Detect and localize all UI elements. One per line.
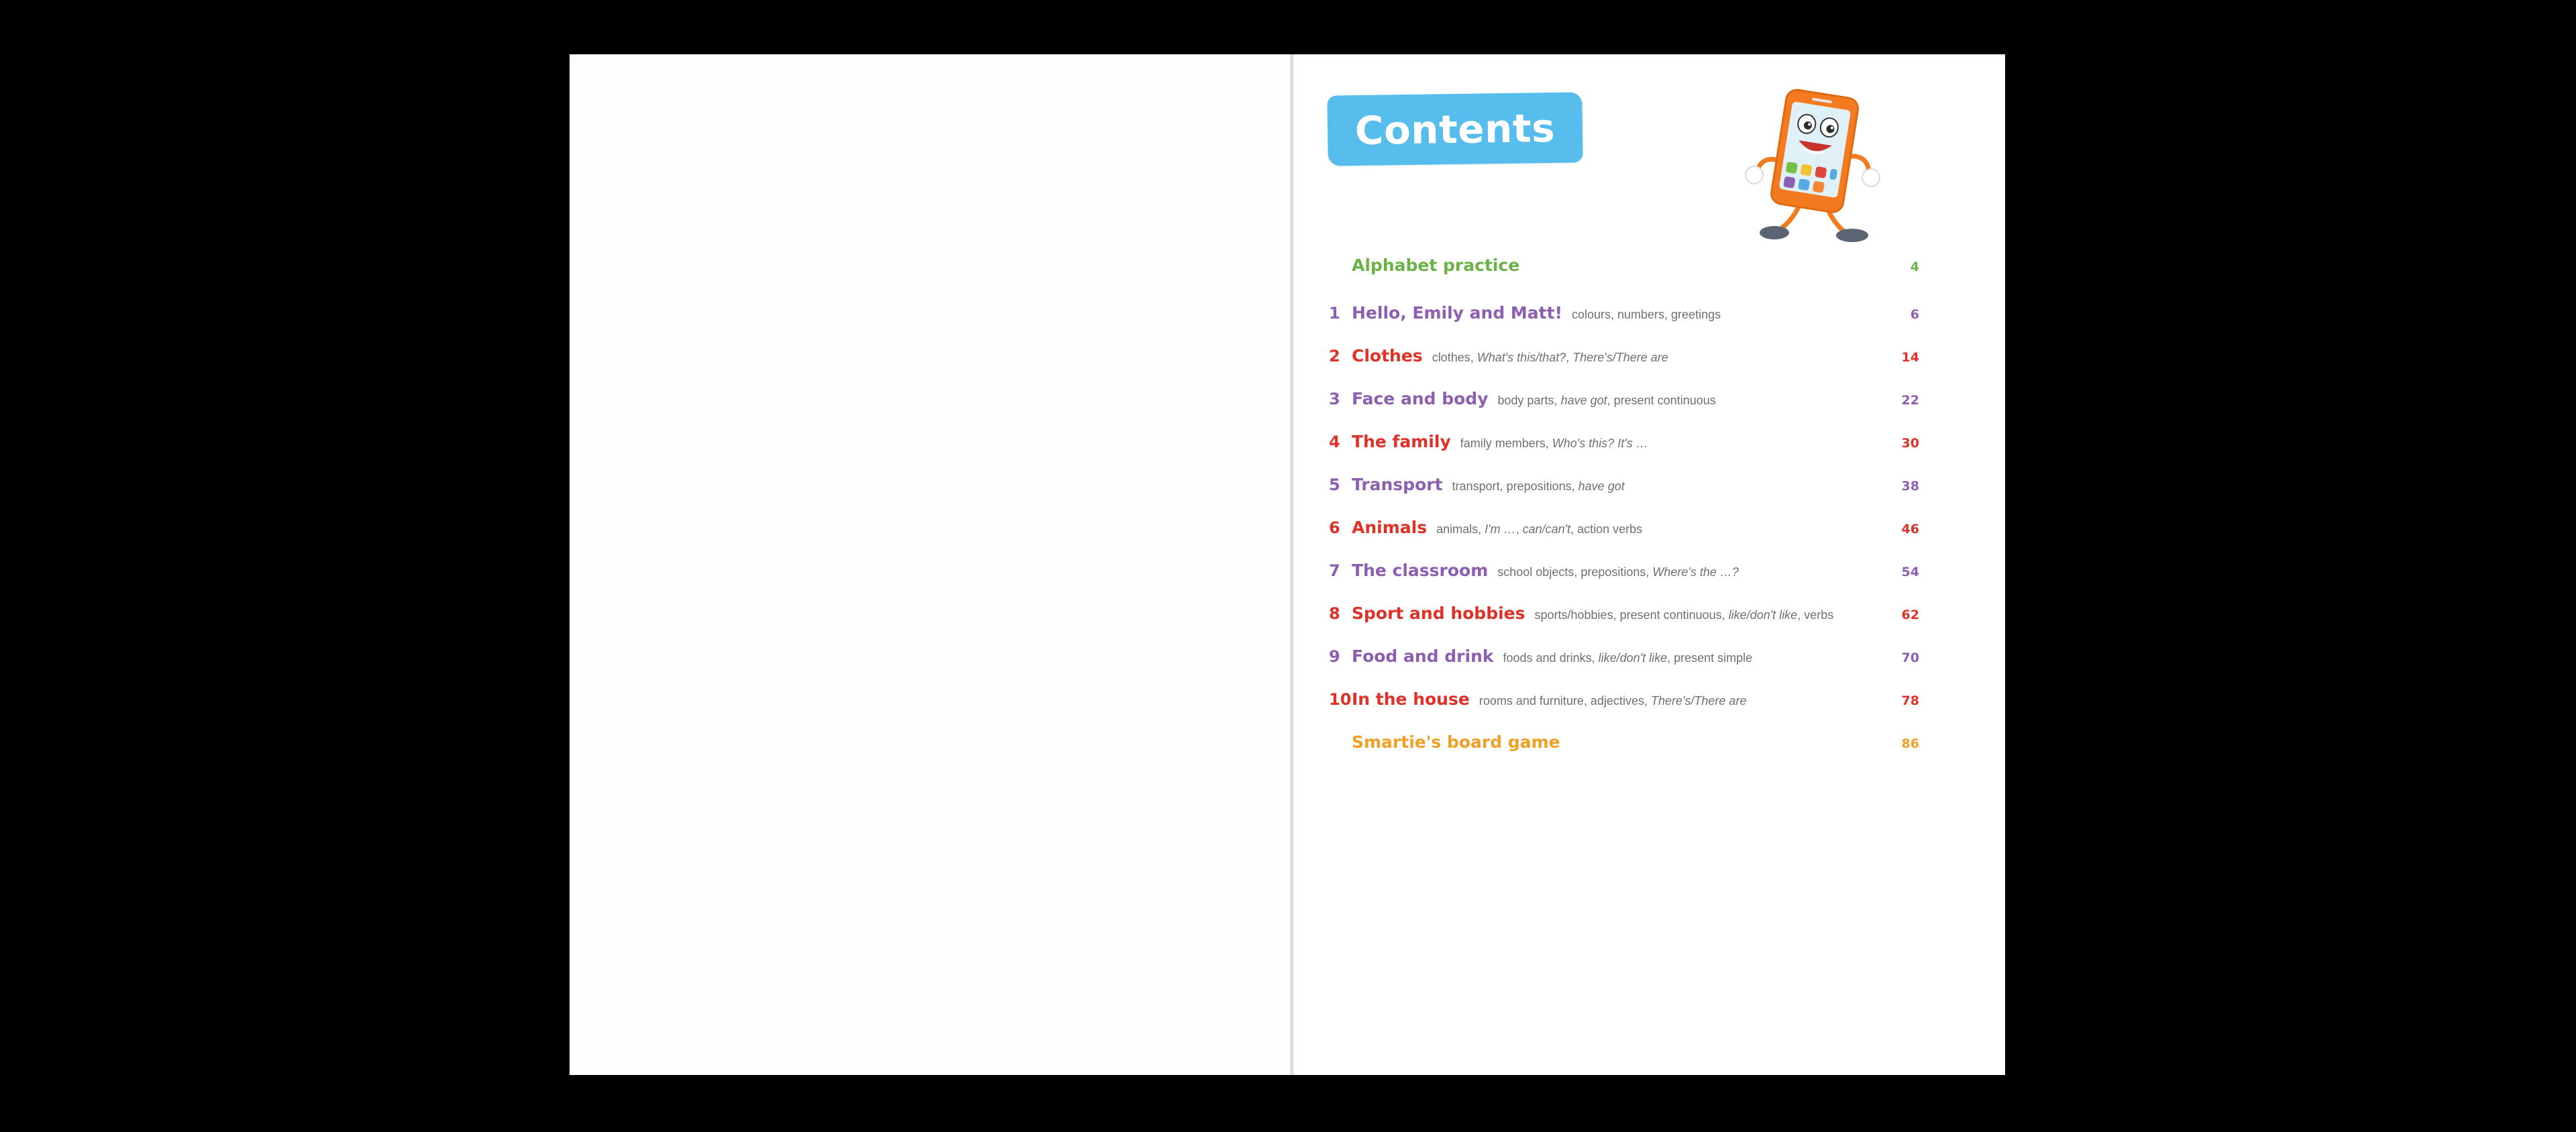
- toc-title: Clothes: [1352, 346, 1423, 365]
- toc-page-number: 14: [1901, 350, 1919, 365]
- toc-row[interactable]: [1329, 475, 1919, 494]
- toc-number: 8: [1329, 604, 1340, 623]
- toc-row[interactable]: [1329, 561, 1919, 580]
- smartphone-mascot-icon: [1737, 81, 1891, 256]
- toc-row[interactable]: [1329, 256, 1919, 275]
- toc-number: 3: [1329, 390, 1340, 408]
- toc-number: 1: [1329, 304, 1340, 323]
- toc-title: Transport: [1352, 475, 1443, 494]
- toc-description: rooms and furniture, adjectives, There's/There are: [1479, 694, 1747, 708]
- toc-page-number: 6: [1910, 307, 1919, 322]
- toc-description: body parts, have got, present continuous: [1497, 394, 1716, 407]
- toc-description: colours, numbers, greetings: [1571, 308, 1721, 321]
- contents-heading: Contents: [1354, 105, 1556, 154]
- toc-number: 4: [1329, 433, 1340, 451]
- toc-description: family members, Who's this? It's …: [1460, 437, 1648, 450]
- book-page-left: [570, 54, 1290, 1075]
- toc-row[interactable]: [1329, 732, 1919, 752]
- toc-row[interactable]: [1329, 689, 1919, 709]
- toc-page-number: 38: [1901, 479, 1919, 494]
- toc-number: 2: [1329, 347, 1340, 365]
- toc-description: clothes, What's this/that?, There's/There are: [1432, 351, 1668, 364]
- toc-title: Animals: [1352, 518, 1428, 537]
- toc-page-number: 22: [1901, 393, 1919, 408]
- toc-page-number: 86: [1901, 736, 1919, 751]
- table-of-contents: [1329, 256, 1919, 780]
- toc-number: 7: [1329, 561, 1340, 580]
- toc-title: Alphabet practice: [1352, 256, 1520, 275]
- toc-number: 10: [1329, 690, 1352, 709]
- toc-description: foods and drinks, like/don't like, present simple: [1503, 651, 1753, 665]
- toc-page-number: 4: [1910, 260, 1919, 274]
- book-spread: [570, 54, 2005, 1075]
- toc-row[interactable]: [1329, 389, 1919, 408]
- toc-title: Sport and hobbies: [1352, 604, 1525, 623]
- toc-title: Face and body: [1352, 389, 1489, 408]
- toc-title: Food and drink: [1352, 646, 1494, 666]
- toc-title: The family: [1352, 432, 1451, 451]
- toc-number: 6: [1329, 518, 1340, 537]
- toc-row[interactable]: [1329, 432, 1919, 451]
- toc-row[interactable]: [1329, 646, 1919, 666]
- toc-page-number: 78: [1901, 693, 1919, 708]
- toc-row[interactable]: [1329, 604, 1919, 623]
- toc-description: school objects, prepositions, Where's the …?: [1497, 565, 1739, 579]
- toc-page-number: 70: [1901, 650, 1919, 665]
- toc-description: animals, I'm …, can/can't, action verbs: [1436, 522, 1643, 536]
- toc-title: Hello, Emily and Matt!: [1352, 303, 1562, 323]
- toc-description: transport, prepositions, have got: [1452, 479, 1625, 493]
- toc-row[interactable]: [1329, 518, 1919, 537]
- contents-banner: [1327, 92, 1582, 166]
- toc-number: 5: [1329, 475, 1340, 494]
- toc-description: sports/hobbies, present continuous, like/don't like, verbs: [1534, 608, 1834, 622]
- toc-title: Smartie's board game: [1352, 732, 1560, 752]
- toc-page-number: 62: [1901, 608, 1919, 622]
- book-page-right: [1294, 54, 2005, 1075]
- toc-row[interactable]: [1329, 303, 1919, 323]
- toc-title: In the house: [1352, 689, 1470, 709]
- toc-page-number: 30: [1901, 436, 1919, 451]
- toc-page-number: 54: [1901, 565, 1919, 579]
- toc-page-number: 46: [1901, 522, 1919, 536]
- toc-row[interactable]: [1329, 346, 1919, 365]
- toc-title: The classroom: [1352, 561, 1489, 580]
- toc-number: 9: [1329, 647, 1340, 666]
